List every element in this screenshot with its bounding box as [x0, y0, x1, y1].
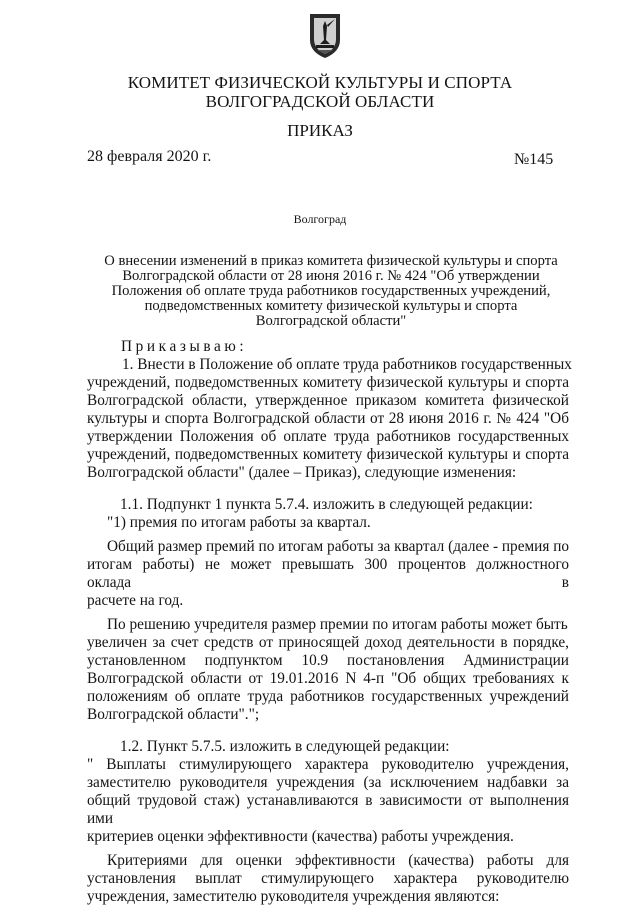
item-1-line: 1. Внести в Положение об оплате труда работников государственных	[122, 356, 572, 373]
document-date: 28 февраля 2020 г.	[87, 148, 212, 165]
subitem-1-2-para-2-line: Критериями для оценки эффективности (качества) работы для	[107, 852, 569, 869]
subitem-1-1-para-1-line: расчете на год.	[87, 592, 184, 609]
subitem-1-1-quote: "1) премия по итогам работы за квартал.	[107, 514, 371, 531]
item-1-line: утверждении Положения об оплате труда работников государственных	[87, 428, 569, 445]
subitem-1-1-para-2-line: По решению учредителя размер премии по итогам работы может быть	[107, 616, 568, 633]
order-subject	[78, 254, 584, 329]
subject-line: Положения об оплате труда работников государственных учреждений,	[111, 283, 551, 299]
subitem-1-1-para-2-line: Волгоградской области".";	[87, 706, 260, 723]
subitem-1-2-para-1-line: общий трудовой стаж) устанавливаются в зависимости от выполнения ими	[87, 792, 569, 827]
subitem-1-1-para-2-line: положениям об оплате труда работников государственных учреждений	[87, 688, 569, 705]
organization-line-1: КОМИТЕТ ФИЗИЧЕСКОЙ КУЛЬТУРЫ И СПОРТА	[127, 73, 513, 92]
subject-line: Волгоградской области"	[255, 313, 407, 329]
document-number: №145	[514, 151, 554, 168]
subitem-1-2-para-2-line: учреждения, заместителю руководителя учреждения являются:	[87, 888, 500, 905]
subitem-1-1-para-2-line: установленном подпунктом 10.9 постановления Администрации	[87, 652, 569, 669]
city-name: Волгоград	[293, 212, 347, 226]
item-1-line: учреждений, подведомственных комитету физической культуры и спорта	[87, 374, 569, 391]
item-1-line: культуры и спорта Волгоградской области от 28 июня 2016 г. № 424 "Об	[87, 410, 569, 427]
subitem-1-2-para-1-line: заместителю руководителя учреждения (за исключением надбавки за	[87, 774, 569, 791]
subject-line: Волгоградской области от 28 июня 2016 г. № 424 "Об утверждении	[122, 268, 540, 284]
item-1-line: Волгоградской области" (далее – Приказ), следующие изменения:	[87, 464, 517, 481]
subitem-1-1-para-1-line: итогам работы) не может превышать 300 процентов должностного оклада в	[87, 556, 569, 591]
volgograd-coat-of-arms-icon	[305, 10, 345, 60]
subitem-1-1-para-2-line: увеличен за счет средств от приносящей доход деятельности в порядке,	[87, 634, 569, 651]
subitem-1-2-para-1-line: " Выплаты стимулирующего характера руководителю учреждения,	[87, 756, 569, 773]
subject-line: подведомственных комитету физической культуры и спорта	[144, 298, 518, 314]
order-body	[87, 338, 572, 906]
subitem-1-2-heading: 1.2. Пункт 5.7.5. изложить в следующей редакции:	[120, 738, 450, 755]
organization-name	[0, 73, 640, 111]
subitem-1-1-para-2-line: Волгоградской области от 19.01.2016 N 4-п "Об общих требованиях к	[87, 670, 569, 687]
subitem-1-2-para-1-line: критериев оценки эффективности (качества) работы учреждения.	[87, 828, 514, 845]
subitem-1-2-para-2-line: установления выплат стимулирующего характера руководителю	[87, 870, 569, 887]
document-type: ПРИКАЗ	[287, 121, 353, 140]
organization-line-2: ВОЛГОГРАДСКОЙ ОБЛАСТИ	[205, 92, 435, 111]
subitem-1-1-heading: 1.1. Подпункт 1 пункта 5.7.4. изложить в следующей редакции:	[120, 496, 533, 513]
subject-line: О внесении изменений в приказ комитета физической культуры и спорта	[104, 253, 558, 269]
order-directive: Приказываю:	[121, 338, 248, 355]
item-1-line: учреждений, подведомственных комитету физической культуры и спорта	[87, 446, 569, 463]
item-1-line: Волгоградской области, утвержденное приказом комитета физической	[87, 392, 569, 409]
subitem-1-1-para-1-line: Общий размер премий по итогам работы за квартал (далее - премия по	[107, 538, 570, 555]
